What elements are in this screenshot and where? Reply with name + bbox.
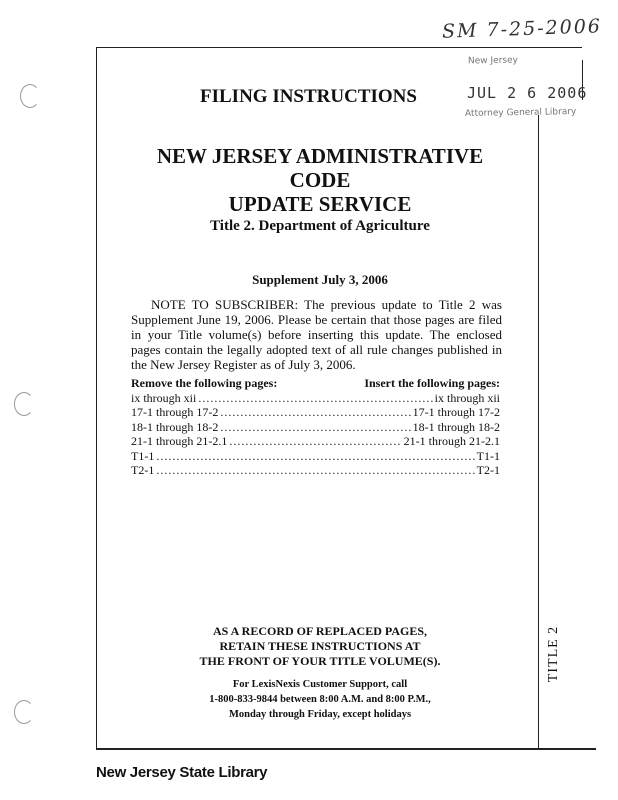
leader-dots	[156, 463, 474, 478]
received-stamp-line1: New Jersey	[467, 55, 519, 67]
leader-dots	[220, 420, 410, 435]
pages-table-header	[131, 376, 500, 391]
table-row	[131, 463, 500, 478]
record-notice-line3: THE FRONT OF YOUR TITLE VOLUME(S).	[199, 654, 441, 668]
title-tab	[548, 624, 572, 684]
leader-dots	[229, 434, 401, 449]
handwritten-note: SM 7-25-2006	[441, 15, 603, 43]
leader-dots	[198, 391, 432, 406]
library-footer: New Jersey State Library	[96, 764, 268, 781]
frame-left-border	[96, 47, 97, 750]
pages-table	[131, 376, 500, 478]
punch-hole-middle	[14, 392, 34, 416]
remove-pages: 17-1 through 17-2	[131, 405, 219, 419]
table-row	[131, 420, 500, 435]
leader-dots	[156, 449, 474, 464]
table-row	[131, 434, 500, 449]
title-tab-label: TITLE 2	[546, 625, 562, 683]
insert-pages: 17-1 through 17-2	[412, 405, 500, 419]
punch-hole-bottom	[14, 700, 34, 724]
code-title-line1: NEW JERSEY ADMINISTRATIVE CODE	[156, 144, 484, 192]
leader-dots	[220, 405, 410, 420]
support-line1: For LexisNexis Customer Support, call	[232, 679, 408, 690]
remove-pages: T2-1	[131, 463, 155, 477]
code-title	[130, 144, 510, 216]
filing-instructions-title: FILING INSTRUCTIONS	[200, 86, 417, 107]
table-row	[131, 391, 500, 406]
remove-pages: T1-1	[131, 448, 155, 463]
record-notice-line2: RETAIN THESE INSTRUCTIONS AT	[219, 639, 421, 653]
title-subtitle: Title 2. Department of Agriculture	[210, 218, 430, 234]
subscriber-note	[131, 297, 502, 372]
customer-support	[160, 677, 480, 722]
received-stamp-date: JUL 2 6 2006	[467, 84, 588, 102]
remove-header: Remove the following pages:	[131, 376, 278, 390]
insert-pages: T2-1	[476, 463, 500, 477]
support-line2: 1-800-833-9844 between 8:00 A.M. and 8:00 P.M.,	[209, 694, 431, 705]
insert-pages: ix through xii	[434, 390, 500, 405]
subscriber-note-text: NOTE TO SUBSCRIBER: The previous update to Title 2 was Supplement June 19, 2006. Please be certain that those pages are filed in your Title volume(s) before inserting this update. The enclosed pages contain the legally adopted text of all rule changes published in the New Jersey Register as of July 3, 2006.	[131, 297, 502, 372]
tab-divider-line	[538, 115, 539, 749]
remove-pages: 21-1 through 21-2.1	[131, 434, 228, 448]
frame-bottom-border	[96, 748, 596, 750]
frame-top-border	[96, 47, 582, 48]
insert-pages: 21-1 through 21-2.1	[403, 434, 500, 448]
record-notice-line1: AS A RECORD OF REPLACED PAGES,	[212, 624, 428, 638]
record-notice	[160, 624, 480, 669]
code-title-line2: UPDATE SERVICE	[228, 192, 412, 216]
support-line3: Monday through Friday, except holidays	[228, 709, 412, 720]
punch-hole-top	[20, 84, 40, 108]
table-row	[131, 405, 500, 420]
received-stamp-line3: Attorney General Library	[464, 107, 577, 119]
supplement-date: Supplement July 3, 2006	[252, 272, 388, 287]
remove-pages: 18-1 through 18-2	[131, 419, 219, 434]
insert-pages: 18-1 through 18-2	[412, 419, 500, 434]
insert-pages: T1-1	[476, 448, 500, 463]
remove-pages: ix through xii	[131, 390, 197, 405]
table-row	[131, 449, 500, 464]
insert-header: Insert the following pages:	[364, 376, 500, 390]
